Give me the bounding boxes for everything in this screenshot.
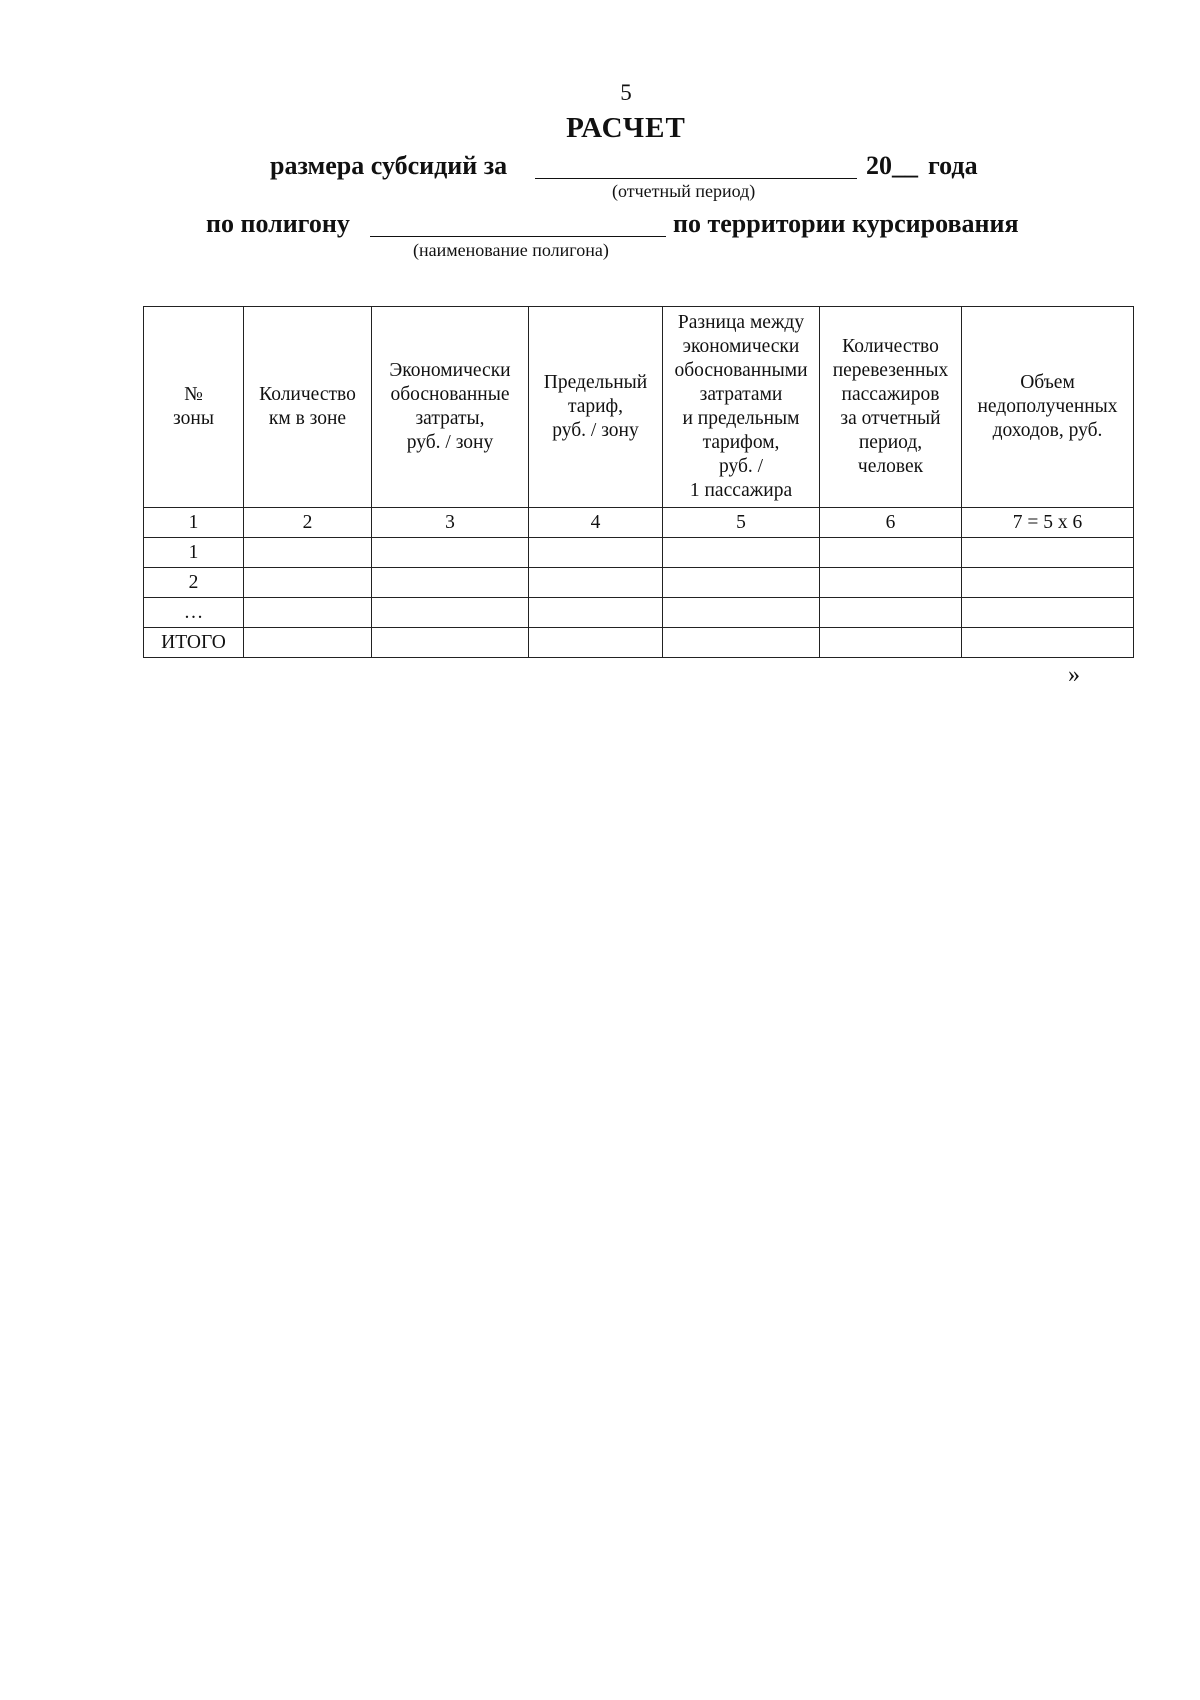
table-cell <box>663 628 820 658</box>
table-cell <box>820 628 962 658</box>
table-header-row <box>144 307 1134 508</box>
table-cell <box>244 598 372 628</box>
table-row <box>144 568 1134 598</box>
table-cell <box>372 628 529 658</box>
column-header: Разница между экономически обоснованными затратами и предельным тарифом, руб. / 1 пассажира <box>663 307 820 508</box>
column-number-cell: 3 <box>372 508 529 538</box>
table-cell <box>962 628 1134 658</box>
table-cell <box>962 598 1134 628</box>
table-cell <box>962 568 1134 598</box>
table-cell <box>244 628 372 658</box>
column-header: № зоны <box>144 307 244 508</box>
year-suffix: года <box>928 151 978 180</box>
table-cell <box>820 598 962 628</box>
document-title: РАСЧЕТ <box>566 112 686 144</box>
polygon-name-caption: (наименование полигона) <box>413 240 609 260</box>
zone-number-cell: ИТОГО <box>144 628 244 658</box>
column-header: Количество км в зоне <box>244 307 372 508</box>
zone-number-cell: 1 <box>144 538 244 568</box>
column-number-row <box>144 508 1134 538</box>
polygon-label: по полигону <box>206 209 350 238</box>
table-cell <box>244 538 372 568</box>
table-cell <box>244 568 372 598</box>
subsidy-calculation-table <box>143 306 1134 658</box>
closing-quote: » <box>1068 662 1080 688</box>
zone-number-cell: 2 <box>144 568 244 598</box>
table-cell <box>820 568 962 598</box>
column-header: Объем недополученных доходов, руб. <box>962 307 1134 508</box>
column-number-cell: 4 <box>529 508 663 538</box>
table-cell <box>529 568 663 598</box>
column-number-cell: 2 <box>244 508 372 538</box>
column-number-cell: 5 <box>663 508 820 538</box>
reporting-period-caption: (отчетный период) <box>612 181 756 201</box>
reporting-period-blank <box>535 178 857 179</box>
polygon-name-blank <box>370 236 666 237</box>
column-header: Экономически обоснованные затраты, руб. / зону <box>372 307 529 508</box>
column-number-cell: 7 = 5 x 6 <box>962 508 1134 538</box>
table-cell <box>962 538 1134 568</box>
column-number-cell: 1 <box>144 508 244 538</box>
table-cell <box>529 628 663 658</box>
territory-label: по территории курсирования <box>673 209 1019 238</box>
table-cell <box>529 598 663 628</box>
column-number-cell: 6 <box>820 508 962 538</box>
table-cell <box>529 538 663 568</box>
column-header: Предельный тариф, руб. / зону <box>529 307 663 508</box>
table-cell <box>820 538 962 568</box>
table-cell <box>372 568 529 598</box>
table-cell <box>372 598 529 628</box>
table-cell <box>663 568 820 598</box>
table-cell <box>663 598 820 628</box>
table-row <box>144 598 1134 628</box>
table-row <box>144 628 1134 658</box>
table-cell <box>372 538 529 568</box>
table-row <box>144 538 1134 568</box>
zone-number-cell: … <box>144 598 244 628</box>
column-header: Количество перевезенных пассажиров за отчетный период, человек <box>820 307 962 508</box>
page-number: 5 <box>620 80 632 105</box>
subsidy-period-label: размера субсидий за <box>270 151 508 180</box>
year-label: 20__ <box>866 151 918 180</box>
table-cell <box>663 538 820 568</box>
